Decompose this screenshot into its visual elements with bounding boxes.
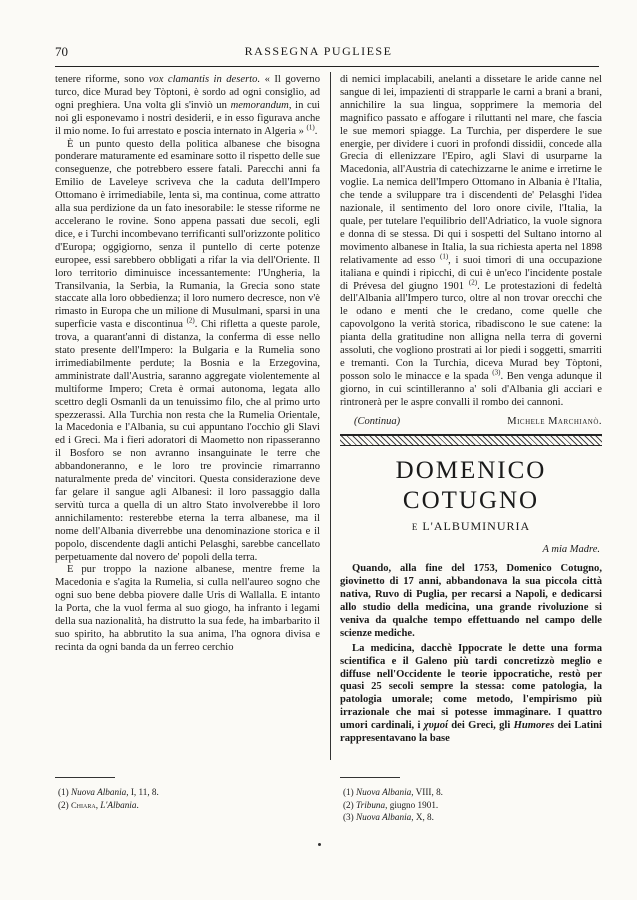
footnote-text: , X, 8. <box>411 812 434 822</box>
text-run: . Ben venga adunque il giorno, in cui scintilleranno a' soli d'Albania gli acciari e rintronerà per le aspre convalli il rombo dei cannoni. <box>340 370 602 408</box>
article-subtitle <box>340 520 602 534</box>
subtitle-text: L'ALBUMINURIA <box>422 519 531 534</box>
footnote-ref: (2) <box>468 277 478 286</box>
latin-quote: vox clamantis in deserto. <box>148 74 261 85</box>
article-paragraph-2 <box>340 643 602 746</box>
greek-term: χυμοί <box>423 720 448 732</box>
ornamental-divider <box>340 434 602 446</box>
article-body <box>340 563 602 746</box>
text-run: , in cui noi gli esponevamo i nostri desiderii, e in esso figurava anche il mio nome. Io fui arrestato e poscia internato in Algeria » <box>55 99 320 137</box>
footnote-rule-left <box>55 777 115 778</box>
footnote-text: , I, 11, 8. <box>126 787 159 797</box>
footnote-source: Nuova Albania <box>71 787 127 797</box>
column-divider <box>330 72 331 760</box>
text-run: dei Latini rappresentavano la base <box>340 720 602 745</box>
left-paragraph-3: E pur troppo la nazione albanese, mentre freme la Macedonia e s'agita la Rumelia, si culla nell'aureo sogno che ogni suo bene debba piovere dalle Uris di Wallalla. E intanto la Porta, che la vuol ferma al suo giogo, ha infranto i legami della sua nazionalità, ha distrutto la sua fede, ha imbarbarito il suo spirito, ha abbrutito la sua anima, l'ha ognora divisa e recinta da ogni banda da un ferreo cerchio <box>55 564 320 653</box>
subtitle-conjunction: E <box>411 522 419 533</box>
footnote-text: , <box>95 799 101 810</box>
footnote <box>343 811 443 824</box>
article-title: DOMENICO COTUGNO <box>395 457 547 515</box>
dedication: A mia Madre. <box>542 544 600 556</box>
latin-term: Humores <box>513 720 555 732</box>
footnote-work: L'Albania <box>100 799 137 810</box>
footnote-source: Tribuna <box>356 799 386 810</box>
text-run: La medicina, dacchè Ippocrate le dette una forma scientifica e il Galeno più tardi concretizzò meglio e diffuse nell'Occidente le teorie ippocratiche, restò per quasi 25 secoli sempre la stessa: come patologia, la patologia umorale; come metodo, l'empirismo più irrazionale che mai si potesse immaginare. I quattro umori cardinali, i <box>340 642 602 732</box>
text-run: , i suoi timori di una occupazione italiana e quindi i ripicchi, di cui è un'eco l'incidente postale di Prévesa del giugno 1901 <box>340 254 602 292</box>
text-run: tenere riforme, sono <box>55 74 149 85</box>
footnote-source: Nuova Albania <box>356 812 412 822</box>
footnote-number: (1) <box>343 787 354 797</box>
footnote-number: (2) <box>343 799 354 810</box>
right-column <box>340 74 602 746</box>
print-speck <box>318 843 321 846</box>
signature-row <box>340 416 602 429</box>
text-run: . Le protestazioni di fedeltà dell'Albania all'Impero turco, oltre al non trovar orecchi che le odano e menti che le credano, come quelle che capovolgono la verità storica, ribadiscono le sue catene: la pianta della gratitudine non alligna nella terra di governi assoluti, che vogliono prostrati ai lor piedi i soggetti, smarriti e tremanti. Con la Turchia, diceva Murad bey Tòptoni, posson solo le minacce e la spada <box>340 280 602 382</box>
author-signature: Michele Marchianò. <box>507 415 602 427</box>
footnote-number: (3) <box>343 812 354 822</box>
footnote-rule-right <box>340 777 400 778</box>
left-paragraph-2 <box>55 139 320 565</box>
right-paragraph-1 <box>340 74 602 410</box>
left-column <box>55 74 320 655</box>
footnote-text: . <box>136 799 139 810</box>
footnote-ref: (3) <box>492 368 501 377</box>
running-head: RASSEGNA PUGLIESE <box>244 44 393 58</box>
footnote <box>343 799 443 812</box>
footnote-number: (2) <box>58 799 69 810</box>
footnote-text: , giugno 1901. <box>385 799 439 810</box>
continua-note: (Continua) <box>354 415 401 427</box>
footnote <box>343 786 443 799</box>
memorandum-term: memorandum <box>230 99 289 111</box>
left-paragraph-1 <box>55 74 320 139</box>
text-run: . <box>314 125 318 137</box>
text-run: di nemici implacabili, anelanti a dissetare le aride canne nel sangue di lei, impazienti di strapparle le carni a brani a brani, annichilire la sua lingua, sopprimere la memoria del magnifico passato e affogare i riluttanti nel mare, che fascia le sue memori spiagge. La Turchia, per disperdere le sue energie, per dividere i cuori in profondi dissidii, concede alla Grecia di ellenizzare l'Epiro, agli Slavi di usurparne la Macedonia, all'Austria di catechizzarne le anime e irretirne le voglie. La nemica dell'Impero Ottomano in Albania è l'Italia, che tende a sviluppare tra i discendenti de' Pelasghi l'idea nazionale, il sentimento del loro onore civile, l'Italia, la quale, per tutelare l'equilibrio dell'Adriatico, la vuole signora e donna di se stessa. Di qui i sospetti del Sultano intorno al movimento albanese in Italia, la sua richiesta aperta nel 1898 relativamente ad esso <box>340 74 602 266</box>
footnote-source: Nuova Albania <box>356 787 412 797</box>
footnote <box>58 799 159 812</box>
article-paragraph-1: Quando, alla fine del 1753, Domenico Cotugno, giovinetto di 17 anni, abbandonava la sua piccola città nativa, Ruvo di Puglia, per recarsi a Napoli, e dedicarsi allo studio della medicina, una grande rivoluzione si veniva da qualche tempo effettuando nel campo delle scienze mediche. <box>340 563 602 639</box>
text-run: . Chi rifletta a queste parole, trova, a quarant'anni di distanza, la conferma di esse nello stato presente dell'Impero: la Bulgaria e la Rumelia sono irrimediabilmente perdute; la Bosnia e la Erzegovina, amministrate dall'Austria, saranno aggregate violentemente al multiforme Impero; Creta è ormai autonoma, legata allo scettro degli Osmanli da un tenuissimo filo, che al primo urto spezzerassi. Alla Turchia non resta che la Rumelia Orientale, la Macedonia e l'Albania, su cui appuntano l'occhio gli Slavi ed i Greci. Ma i fieri adoratori di Maometto non ripasseranno il Bosforo se non avranno insanguinate le terre che abbandoneranno, e le loro tre provincie rimarranno naturalmente preda de' vincitori. Questa considerazione deve far gelare il sangue agli Albanesi: il loro passaggio dalla servitù turca a quella di un altro Stato involverebbe il loro annichilamento: resterebbe eterna la terra albanese, ma il nome dell'Albania diverrebbe una denominazione storica e il popolo, discendente dagli antichi Pelasghi, sarebbe cancellato perpetuamente dal novero de' popoli della terra. <box>55 319 320 563</box>
footnote-ref: (1) <box>306 123 315 132</box>
footnote-number: (1) <box>58 787 69 797</box>
text-run: È un punto questo della politica albanese che bisogna ponderare maturamente ed esaminare sotto il rispetto delle sue conseguenze, che potrebbero essere fatali. Parecchi anni fa Emilio de Laveleye scriveva che la caduta dell'Impero Ottomano è irrimediabile, lenta sì, ma continua, come attratto alla sua perdizione da un fato inesorabile: le stesse riforme ne accelerano le rovine. Sono appena passati due secoli, egli dice, e i Turchi incombevano terrificanti sull'orizzonte politico d'Europa; oggigiorno, senza il puntello di certe potenze europee, essi sarebbero obbligati a rifar la via dell'Oriente. Il loro territorio diminuisce incessantemente: l'Ungheria, la Transilvania, la Serbia, la Rumania, la Grecia sono state staccate alla loro obbedienza; il loro numero decresce, non v'è rimasto in Europa che un milione di Musulmani, sparsi in una superficie vasta e discontinua <box>55 138 320 331</box>
footnote <box>58 786 159 799</box>
footnotes-right <box>343 786 443 824</box>
footnotes-left <box>58 786 159 811</box>
footnote-ref: (2) <box>186 316 195 325</box>
text-run: « Il governo turco, dice Murad bey Tòptoni, è sordo ad ogni consiglio, ad ogni preghiera. Una volta gli s'inviò un <box>55 74 321 111</box>
page-number: 70 <box>55 44 68 59</box>
text-run: dei Greci, gli <box>447 720 514 732</box>
header-rule <box>55 66 599 67</box>
footnote-text: , VIII, 8. <box>411 787 443 797</box>
footnote-author: Chiara <box>71 799 96 810</box>
footnote-ref: (1) <box>440 252 449 261</box>
